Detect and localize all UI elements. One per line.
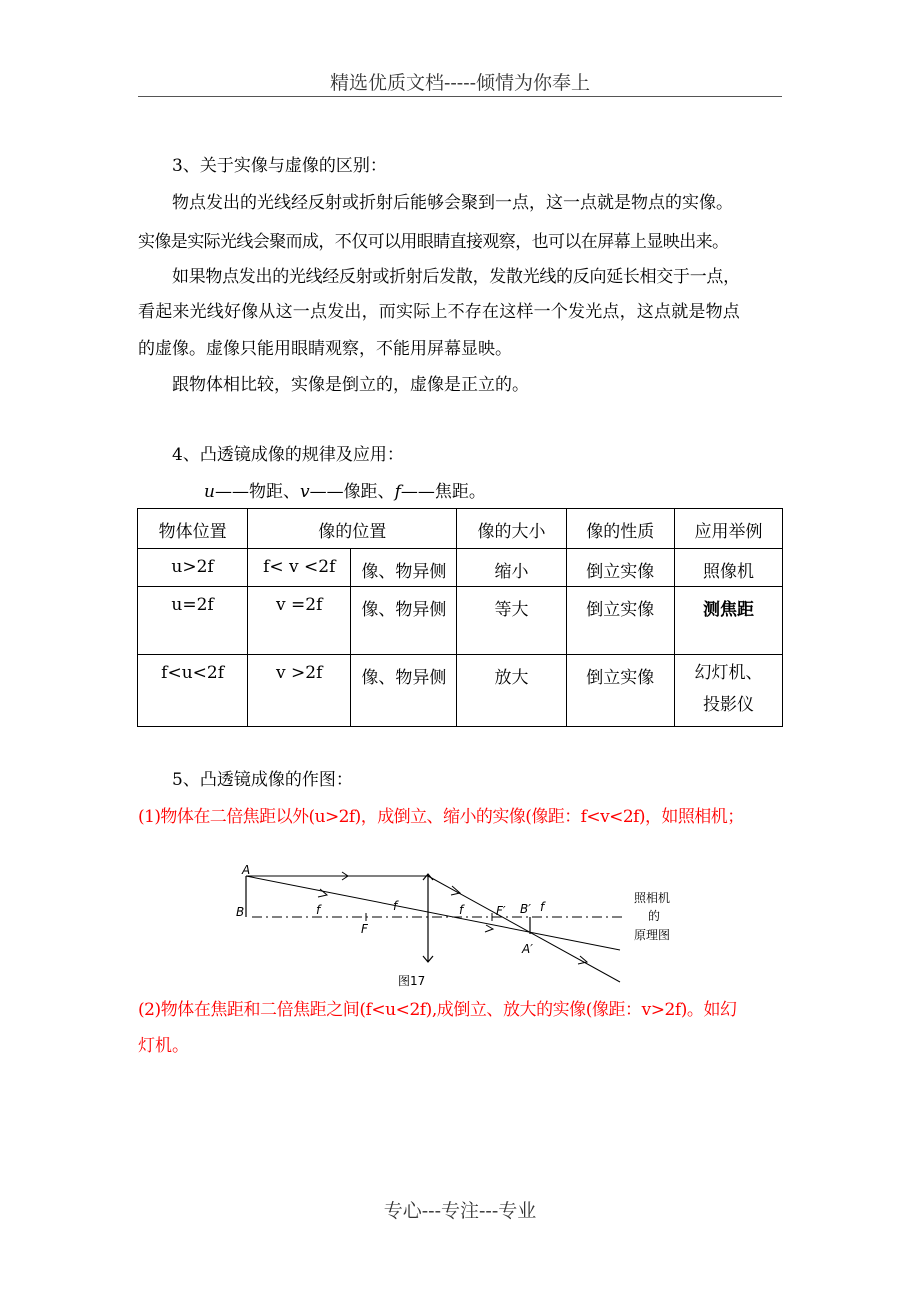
cell-image-side: 像、物异侧: [351, 587, 457, 655]
ray-direction-icon: [485, 925, 493, 932]
refracted-ray: [428, 876, 620, 982]
header-image-position: 像的位置: [248, 509, 457, 549]
label-focal-point: F: [361, 922, 368, 936]
table-header-row: [138, 509, 783, 549]
section5-title: 5、凸透镜成像的作图：: [172, 770, 353, 790]
legend-u: u: [204, 482, 215, 502]
cell-image-size: 缩小: [457, 549, 566, 587]
application-line2: 投影仪: [702, 695, 754, 715]
label-f1: f: [316, 903, 321, 917]
table-row: [138, 549, 783, 587]
label-b-image: B′: [520, 902, 531, 916]
cell-object-position: u>2f: [138, 549, 248, 587]
cell-image-nature: 倒立实像: [566, 655, 674, 727]
label-f3: f: [459, 903, 464, 917]
section4-title: 4、凸透镜成像的规律及应用：: [172, 445, 404, 465]
cell-object-position: f<u<2f: [138, 655, 248, 727]
label-a-image: A′: [522, 942, 533, 956]
cell-application: 测焦距: [674, 587, 782, 655]
diagram-side-label-3: 原理图: [634, 928, 671, 942]
cell-image-distance: v =2f: [248, 587, 351, 655]
application-line1: 幻灯机、: [694, 663, 763, 683]
section3-p1-line1: 物点发出的光线经反射或折射后能够会聚到一点，这一点就是物点的实像。: [172, 193, 733, 213]
diagram-side-label-1: 照相机: [634, 891, 671, 905]
cell-image-size: 等大: [457, 587, 566, 655]
label-focal-point-image: F′: [496, 904, 506, 918]
lens-imaging-table: [137, 508, 783, 727]
label-a: A: [242, 863, 251, 877]
section5-item2-line1: (2)物体在焦距和二倍焦距之间(f<u<2f),成倒立、放大的实像(像距：v>2f)。如幻: [138, 1000, 737, 1020]
section3-title: 3、关于实像与虚像的区别：: [172, 156, 387, 176]
cell-image-nature: 倒立实像: [566, 549, 674, 587]
header-object-position: 物体位置: [138, 509, 248, 549]
legend-v-text: ——像距、: [309, 482, 395, 502]
page-header: 精选优质文档-----倾情为你奉上: [138, 68, 782, 97]
section3-p2-line3: 的虚像。虚像只能用眼睛观察，不能用屏幕显映。: [138, 339, 512, 359]
ray-direction-icon: [451, 886, 460, 895]
header-image-size: 像的大小: [457, 509, 566, 549]
cell-application: 照像机: [674, 549, 782, 587]
distance-legend: [204, 482, 486, 502]
camera-principle-diagram: [230, 862, 700, 992]
cell-image-side: 像、物异侧: [351, 655, 457, 727]
header-application: 应用举例: [674, 509, 782, 549]
legend-v: v: [299, 482, 310, 502]
section5-item2-line2: 灯机。: [138, 1036, 189, 1056]
cell-image-distance: f< v <2f: [248, 549, 351, 587]
page-footer: 专心---专注---专业: [383, 1200, 537, 1222]
table-row: [138, 587, 783, 655]
table-row: [138, 655, 783, 727]
label-b: B: [236, 905, 245, 919]
section3-p3: 跟物体相比较，实像是倒立的，虚像是正立的。: [172, 375, 529, 395]
label-f2: f: [393, 899, 398, 913]
cell-image-size: 放大: [457, 655, 566, 727]
section3-p2-line1: 如果物点发出的光线经反射或折射后发散，发散光线的反向延长相交于一点，: [172, 267, 740, 287]
legend-f-text: ——焦距。: [400, 482, 486, 502]
label-f4: f: [540, 900, 545, 914]
cell-image-nature: 倒立实像: [566, 587, 674, 655]
header-image-nature: 像的性质: [566, 509, 674, 549]
cell-image-distance: v >2f: [248, 655, 351, 727]
legend-u-text: ——物距、: [214, 482, 300, 502]
figure-caption: 图17: [398, 974, 426, 988]
legend-f: f: [394, 482, 401, 502]
cell-image-side: 像、物异侧: [351, 549, 457, 587]
cell-object-position: u=2f: [138, 587, 248, 655]
cell-application: [674, 655, 782, 727]
section3-p1-line2: 实像是实际光线会聚而成，不仅可以用眼睛直接观察，也可以在屏幕上显映出来。: [138, 232, 729, 252]
section3-p2-line2: 看起来光线好像从这一点发出，而实际上不存在这样一个发光点，这点就是物点: [138, 302, 740, 322]
section5-item1: (1)物体在二倍焦距以外(u>2f)，成倒立、缩小的实像(像距：f<v<2f)，如照相机；: [138, 807, 744, 827]
center-ray: [246, 876, 620, 950]
diagram-side-label-2: 的: [648, 909, 661, 923]
